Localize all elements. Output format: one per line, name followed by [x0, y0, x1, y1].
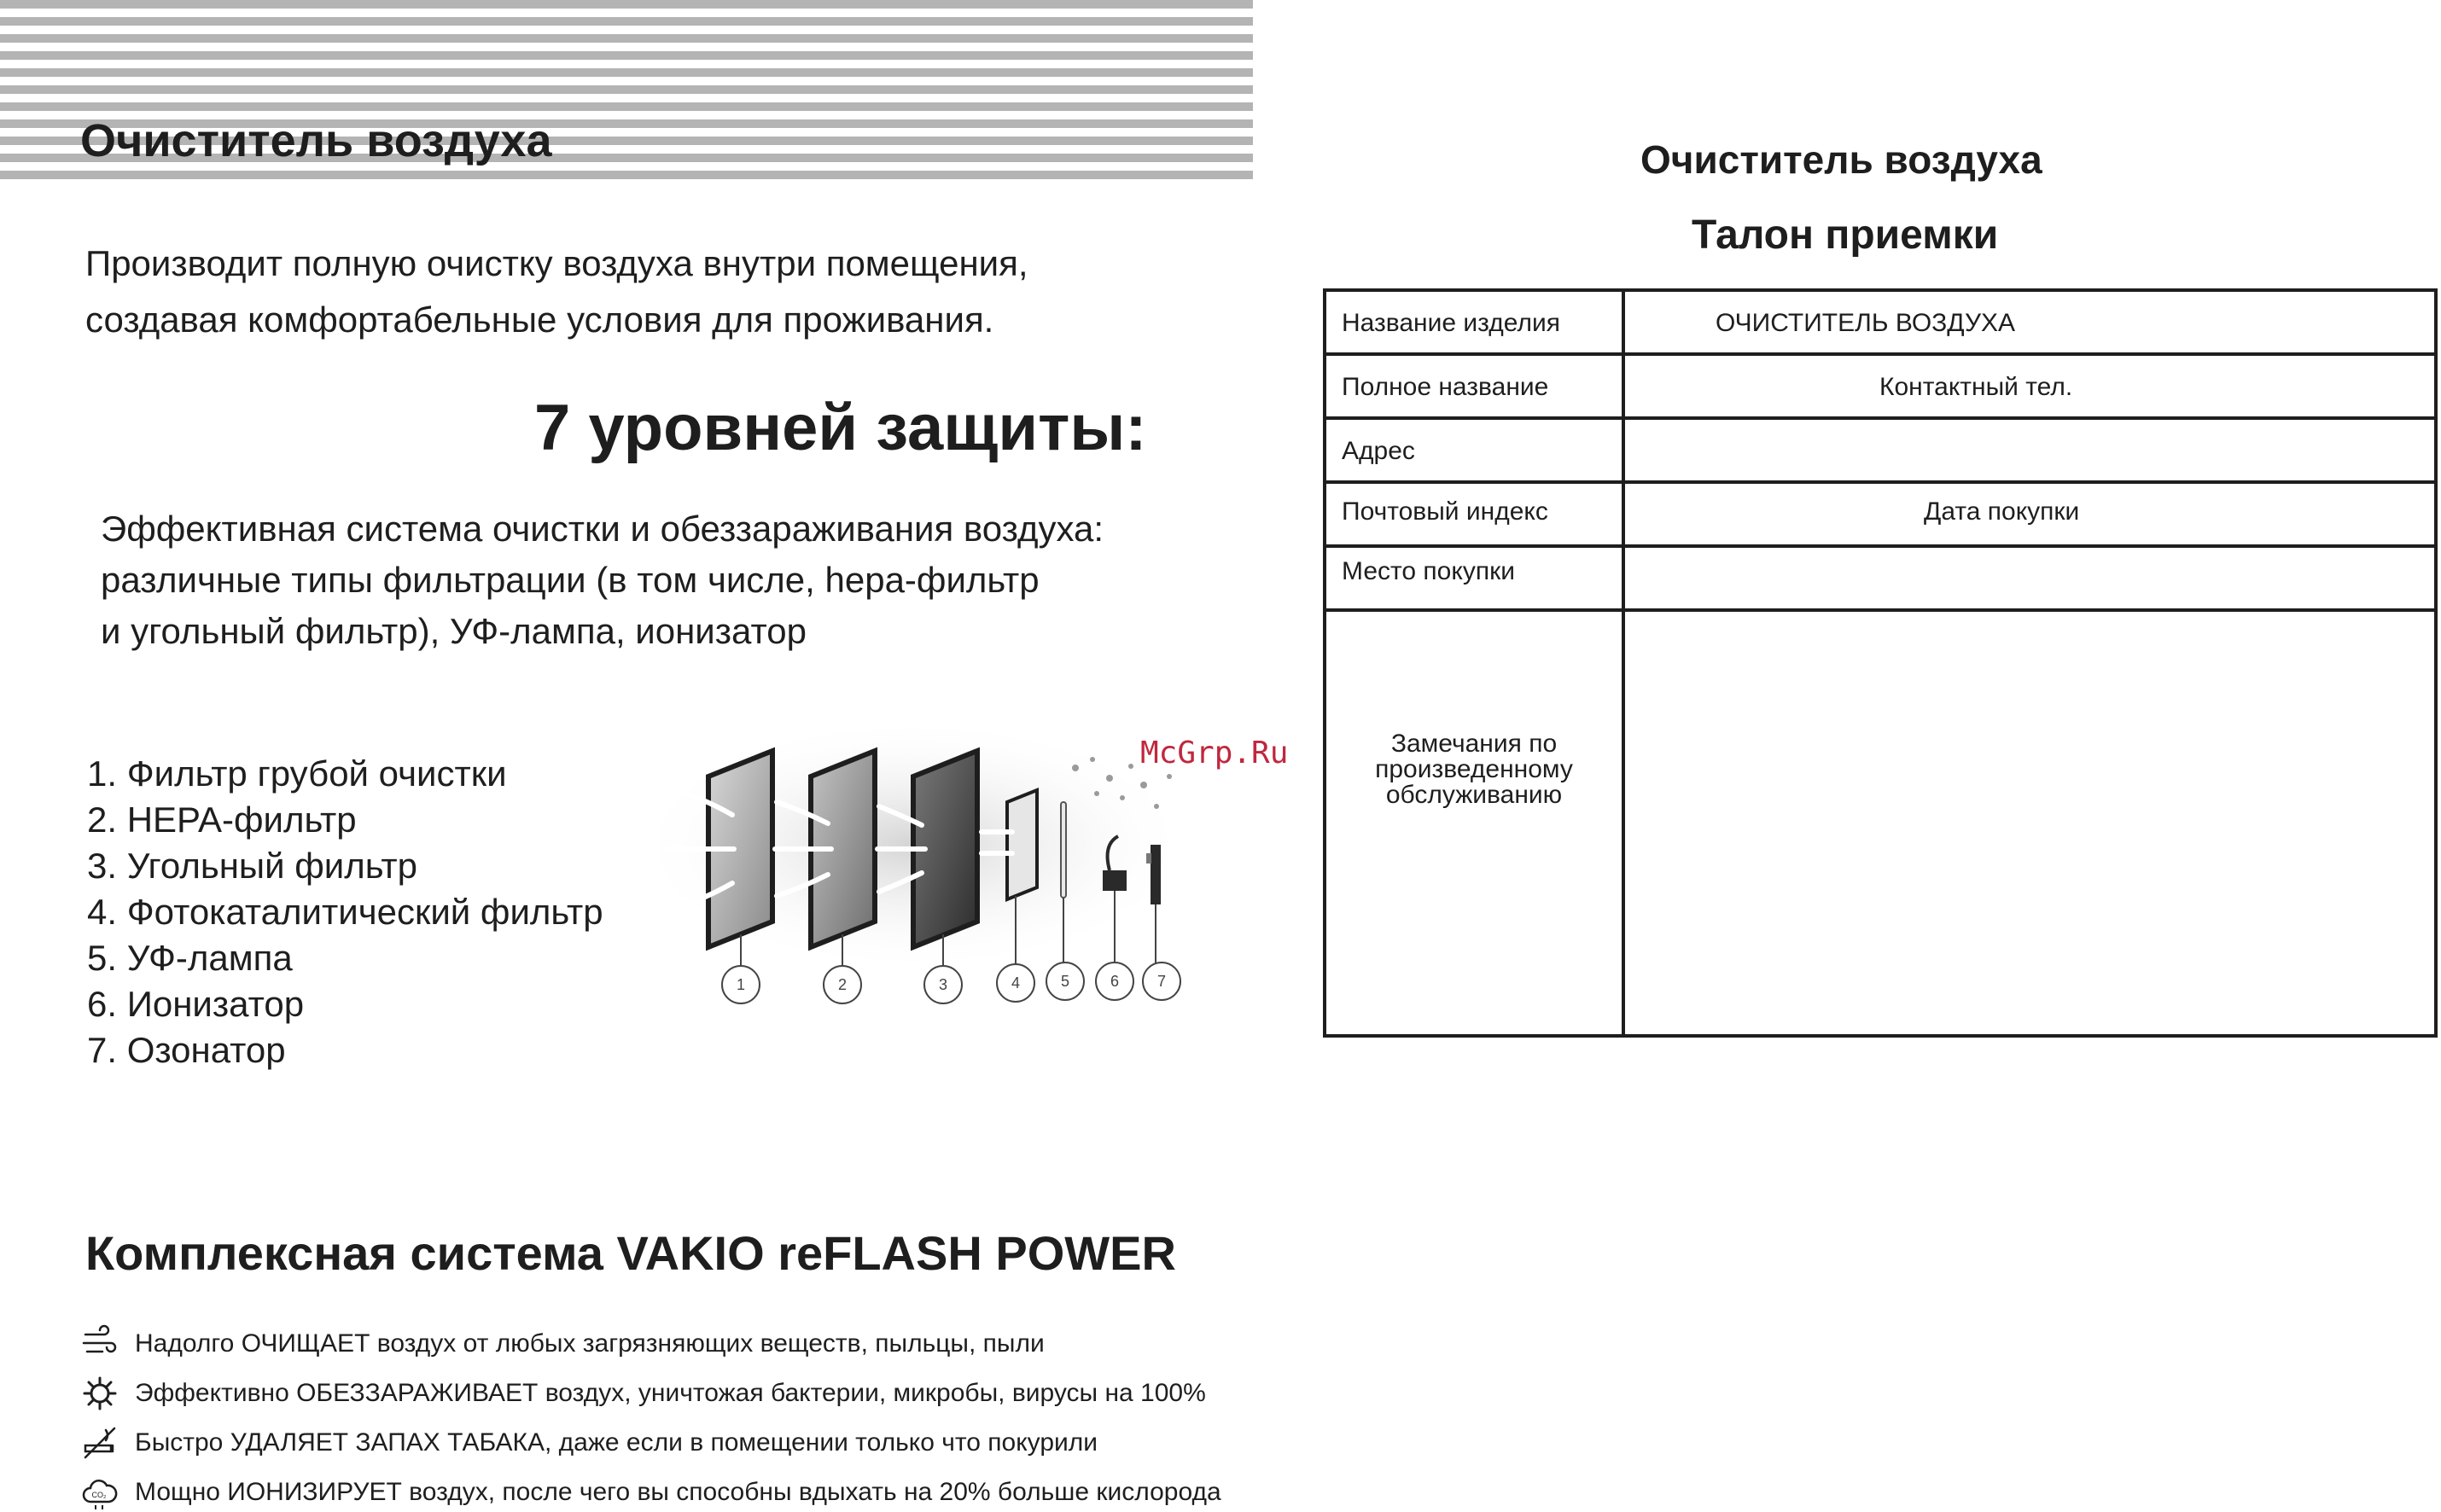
list-item: 3. Угольный фильтр: [87, 846, 417, 886]
list-item: 1. Фильтр грубой очистки: [87, 753, 507, 794]
diagram-number-markers: [722, 962, 1180, 1003]
column-divider: [1622, 292, 1625, 1034]
purchase-place-label: Место покупки: [1342, 557, 1515, 585]
watermark: McGrp.Ru: [1140, 736, 1289, 771]
contact-phone-label: Контактный тел.: [1879, 373, 2073, 401]
acceptance-coupon-form: [1323, 288, 2438, 1038]
diagram-number: 2: [837, 976, 848, 993]
feature-item: [80, 1374, 1206, 1413]
page-title: Очиститель воздуха: [80, 115, 552, 166]
feature-text: Мощно ИОНИЗИРУЕТ воздух, после чего вы способны вдыхать на 20% больше кислорода: [135, 1478, 1221, 1506]
diagram-number: 3: [938, 976, 948, 993]
postal-code-label: Почтовый индекс: [1342, 497, 1548, 526]
service-notes-line: произведенному: [1375, 755, 1573, 783]
filter-layers-illustration: [632, 725, 1212, 1007]
description-line: и угольный фильтр), УФ-лампа, ионизатор: [101, 611, 807, 651]
list-item: 6. Ионизатор: [87, 984, 305, 1024]
levels-heading: 7 уровней защиты:: [534, 392, 1147, 464]
feature-item: [80, 1324, 1045, 1364]
coupon-title: Талон приемки: [1692, 212, 1999, 258]
diagram-number: 6: [1110, 973, 1120, 990]
diagram-number: 1: [736, 976, 746, 993]
service-notes-label: [1326, 731, 1622, 808]
intro-line: создавая комфортабельные условия для проживания.: [85, 299, 994, 340]
filter-list: [87, 751, 603, 1073]
row-divider: [1326, 416, 2434, 420]
product-name-value: ОЧИСТИТЕЛЬ ВОЗДУХА: [1716, 309, 2016, 337]
coupon-product-title: Очиститель воздуха: [1640, 137, 2042, 182]
svg-text:CO₂: CO₂: [91, 1491, 107, 1499]
row-divider: [1326, 544, 2434, 548]
list-item: 4. Фотокаталитический фильтр: [87, 892, 603, 932]
description-line: Эффективная система очистки и обеззараживания воздуха:: [101, 509, 1104, 549]
feature-text: Быстро УДАЛЯЕТ ЗАПАХ ТАБАКА, даже если в помещении только что покурили: [135, 1428, 1098, 1457]
row-divider: [1326, 608, 2434, 612]
feature-item: [80, 1423, 1098, 1463]
list-item: 5. УФ-лампа: [87, 938, 293, 978]
diagram-number: 7: [1156, 973, 1167, 990]
address-label: Адрес: [1342, 437, 1415, 465]
full-name-label: Полное название: [1342, 373, 1549, 401]
list-item: 2. HEPA-фильтр: [87, 800, 357, 840]
intro-text: [85, 236, 1028, 348]
diagram-number: 4: [1011, 974, 1021, 992]
row-divider: [1326, 480, 2434, 484]
system-heading: Комплексная система VAKIO reFLASH POWER: [85, 1226, 1176, 1280]
feature-text: Надолго ОЧИЩАЕТ воздух от любых загрязняющих веществ, пыльцы, пыли: [135, 1329, 1045, 1358]
air-flow-icon: [80, 1324, 119, 1364]
no-smoking-icon: [80, 1423, 119, 1463]
row-divider: [1326, 352, 2434, 356]
feature-item: [80, 1473, 1221, 1512]
service-notes-line: Замечания по: [1390, 730, 1558, 758]
intro-line: Производит полную очистку воздуха внутри помещения,: [85, 243, 1028, 283]
description-text: [101, 503, 1104, 657]
virus-icon: [80, 1374, 119, 1413]
diagram-number: 5: [1060, 973, 1070, 990]
service-notes-line: обслуживанию: [1385, 781, 1563, 809]
feature-text: Эффективно ОБЕЗЗАРАЖИВАЕТ воздух, уничтожая бактерии, микробы, вирусы на 100%: [135, 1379, 1206, 1407]
co2-cloud-icon: [80, 1473, 119, 1512]
purchase-date-label: Дата покупки: [1924, 497, 2080, 526]
description-line: различные типы фильтрации (в том числе, hepa-фильтр: [101, 560, 1040, 600]
product-name-label: Название изделия: [1342, 309, 1560, 337]
list-item: 7. Озонатор: [87, 1030, 286, 1070]
